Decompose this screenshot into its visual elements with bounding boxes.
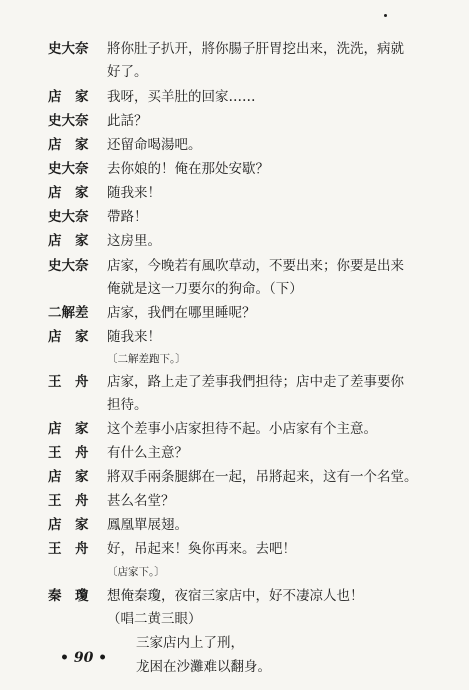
ink-speck (384, 14, 387, 17)
line-text: 想俺秦瓊，夜宿三家店中，好不凄凉人也！ (107, 588, 364, 604)
speaker-name: 史大奈 (48, 113, 89, 129)
line-text: 帶路！ (107, 209, 148, 225)
speaker-name: 王 舟 (48, 445, 89, 461)
speaker-name: 秦 瓊 (48, 588, 89, 604)
line-text: 店家，今晚若有風吹草动，不要出来；你要是出来 (107, 258, 404, 274)
line-text: 將双手兩条腿綁在一起，吊將起来，这有一个名堂。 (107, 469, 418, 485)
line-text: 随我来！ (107, 185, 161, 201)
line-text: 我呀，买羊肚的回家…… (107, 89, 256, 105)
speaker-name: 史大奈 (48, 209, 89, 225)
speaker-name: 王 舟 (48, 374, 89, 390)
line-text: 随我来！ (107, 329, 161, 345)
line-text: 担待。 (107, 397, 148, 413)
line-text: 有什么主意？ (107, 445, 188, 461)
speaker-name: 店 家 (48, 233, 89, 249)
line-text: （唱二黄三眼） (107, 611, 202, 627)
speaker-name: 店 家 (48, 517, 89, 533)
line-text: 此話？ (107, 113, 148, 129)
speaker-name: 王 舟 (48, 493, 89, 509)
line-text: 店家，我們在哪里睡呢？ (107, 305, 256, 321)
line-text: 俺就是这一刀要尔的狗命。（下） (107, 281, 303, 297)
line-text: 还留命喝湯吧。 (107, 137, 202, 153)
speaker-name: 店 家 (48, 137, 89, 153)
line-text: 鳳凰單展翅。 (107, 517, 188, 533)
line-text: 这个差事小店家担待不起。小店家有个主意。 (107, 421, 377, 437)
speaker-name: 店 家 (48, 469, 89, 485)
line-text: 三家店内上了刑， (136, 635, 244, 651)
speaker-name: 店 家 (48, 185, 89, 201)
line-text: 店家，路上走了差事我們担待；店中走了差事要你 (107, 374, 404, 390)
line-text: 好，吊起来！奐你再来。去吧！ (107, 541, 296, 557)
line-text: 龙困在沙灘难以翻身。 (136, 659, 271, 675)
speaker-name: 店 家 (48, 421, 89, 437)
page-number: • 90 • (60, 650, 108, 666)
speaker-name: 二解差 (48, 305, 89, 321)
speaker-name: 店 家 (48, 329, 89, 345)
speaker-name: 店 家 (48, 89, 89, 105)
line-text: 〔二解差跑下。〕 (107, 353, 186, 365)
speaker-name: 史大奈 (48, 258, 89, 274)
speaker-name: 史大奈 (48, 41, 89, 57)
line-text: 去你娘的！俺在那处安歇？ (107, 161, 269, 177)
line-text: 好了。 (107, 64, 148, 80)
line-text: 这房里。 (107, 233, 161, 249)
line-text: 〔店家下。〕 (107, 566, 165, 578)
line-text: 甚么名堂？ (107, 493, 175, 509)
speaker-name: 王 舟 (48, 541, 89, 557)
line-text: 將你肚子扒开，將你腸子肝胃挖出来，洗洗，病就 (107, 41, 404, 57)
speaker-name: 史大奈 (48, 161, 89, 177)
